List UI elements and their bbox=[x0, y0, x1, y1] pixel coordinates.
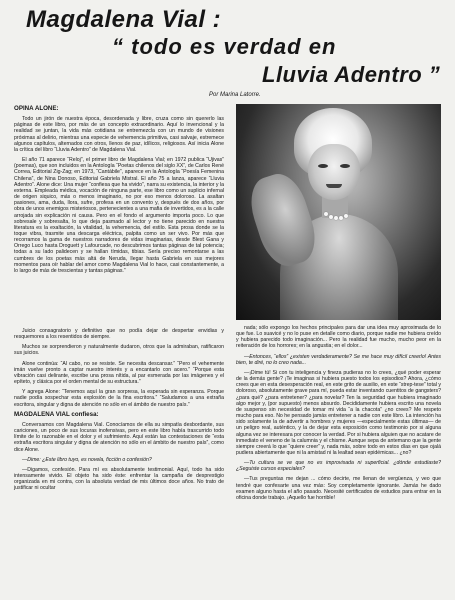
pearl bbox=[329, 215, 333, 219]
paragraph: Juicio consagratorio y definitivo que no podía dejar de despertar envidias y resquemores a los resentidos de siempre. bbox=[14, 328, 224, 341]
paragraph: Muchos se sorprendieron y naturalmente dudaron, otros que la admiraban, ratificaron sus juicios. bbox=[14, 344, 224, 357]
interview-answer: —Tus preguntas me dejan ... cómo decirte, me llenan de vergüenza, y veo que tendré que confesarte una vez más: Soy completamente ignorante. Jamás he dado examen alguno hasta el año pasado. Necesité certificados de estudios para entrar en la oficina donde trabajo. ¡Aquello fue horrible! bbox=[236, 476, 441, 501]
left-column-top bbox=[14, 104, 224, 278]
interview-question: —Tu cultura se ve que no es improvisada ni superficial. ¿dónde estudiaste? ¿Seguiste cursos especiales? bbox=[236, 460, 441, 473]
pearl bbox=[344, 214, 348, 218]
title-line-1: Magdalena Vial : bbox=[26, 6, 222, 33]
photo-eye bbox=[318, 164, 328, 168]
right-column bbox=[236, 325, 441, 505]
section-heading-vial-confiesa: MAGDALENA VIAL confiesa: bbox=[14, 410, 99, 418]
photo-face bbox=[308, 144, 360, 200]
photo-mouth bbox=[326, 184, 342, 188]
interview-question: —Entonces, “ellos” ¿existen verdaderamente? Se me hace muy difícil creerlo! Antes bien, te diré, no lo creo nada... bbox=[236, 353, 441, 366]
paragraph: Y agrega Alone: “Tenemos aquí la gran sorpresa, la esperada sin esperanza. Porque nadie podía sospechar esta explosión de la fina escritora.” “Saludamos a una extraña escritora, singular y digna de atención no sólo en el ámbito de nuestro país.” bbox=[14, 389, 224, 408]
pearl bbox=[339, 216, 343, 220]
paragraph: El año 71 aparece “Reloj”, el primer libro de Magdalena Vial; en 1972 publica “Ujivas” (poemas), que son incluidos en la Antología “Poetas chilenos del siglo XX”, de Carlos René Correa, Editorial Zig-Zag; en 1973, “Cantábile”, aparece en la Antología “Poesía Femenina Chilena”, de Nina Donoso, Editorial Gabriela Mistral. El año 75 a lanza, aparece “Lluvia Adentro”. Alone dice: Una mujer “confiesa que ha vivido”, narra su existencia, la interior y la externa. Empleada médica, vocación de ninguna parte, ese libro como un suplicio infernal de origen siquico, más o menos imaginario, no por eso menos doloroso. La asaltan pasiones, ama, duda, llora, sufre, profesa en un convento y, después de dos años, por obra de unos enemigos misteriosos, pertenecientes a una mafia de invertidos, es a la calle arrojada sin explicación ni causa. Pero en el fondo el argumento importa poco. Lo que sobresale y sobresalta, lo que deja pasmado al lector y no tiene parecido en nuestra literatura es la exaltación, la vitalidad, la vehemencia, del estilo. Esta prosa donde se la toque vibra, trasmite una descarga eléctrica, palpita como un ser vivo. Por más que recorramos la gama de nuestros narradores de vidas imaginarias, desde Blest Gana y Orrego Luco hasta Droguett y Lafourcade, no descubrimos tantas páginas de tal potencia; todas a su lado palidecen y se hallan tímidas, tibias. Sería preciso remontarse a las cumbres de los poetas más altá de Neruda, llegar hasta Gabriela en sus mejores momentos para oír hablar del amor como Magdalena Vial lo hace, casi constantemente, a lo largo de más de trescientas y tantas páginas.” bbox=[14, 157, 224, 274]
photo-eye bbox=[340, 164, 350, 168]
left-column-bottom bbox=[14, 328, 224, 495]
paragraph: Conversamos con Magdalena Vial. Conocíamos de ella su simpatía desbordante, sus cariciones, un poco de sus locuras inofensivas, pero en este libro había trascurrido todo límite de lo razonable en el dolor y el sufrimiento. Aquí están las contestaciones de “esta extraña escritora singular y digna de atención no sólo en el ámbito de nuestro país”, como dice Alone. bbox=[14, 421, 224, 453]
pearl bbox=[334, 216, 338, 220]
interview-question: —Dime: ¿Este libro tuyo, es novela, ficción o confesión? bbox=[22, 456, 152, 463]
interview-answer: —Digamos, confesión. Para mí es absolutamente testimonial. Aquí, todo ha sido intensamente vivido. El objeto ha sido éste: enfrentar la campaña de desprestigio organizada en mi contra, con la absoluta verdad de mis últimos doce años. No trato de justificar ni ocultar bbox=[14, 466, 224, 492]
portrait-photo bbox=[236, 104, 441, 320]
byline: Por Marina Latorre. bbox=[209, 92, 261, 98]
title-line-3: Lluvia Adentro ” bbox=[262, 62, 441, 87]
section-heading-opina-alone: OPINA ALONE: bbox=[14, 105, 59, 112]
paragraph: Alone continúa: “Al cabo, no se resiste. Se necesita descansar.” “Pero el vehemente imán vuelve pronto a captar nuestro interés y a encantarlo con acero.” “Porque esta vibración casi delirante, escribe una prosa nítida, al par esmerada por las imágenes y el epíteto, y clásica por el orden mental de su estructura.” bbox=[14, 360, 224, 386]
interview-answer: —¡Dime tú! Si con tu inteligencia y fineza pudieras no lo crees, ¿qué poder esperar de la demás gente? ¡Te imaginas si hubiera puesto todos los episodios? Ahora, ¿cómo crees que en esta desesperación real, en este grito de auxilio, en este “strep-tese” total y doloroso, absolutamente grave para mí, pueda estar inventando cuentitos de gangsters? ¿para qué? ¿para entretener? ¿para novelar? Ten la seguridad que hubiera imaginado algo mejor y, (por supuesto) menos absurdo. Decididamente hubiera escrito una novela de suspenso sin necesidad de tomar mi vida “a la chacota” ¿no crees? Me respeto mucho para eso. No he pensado jamás entretener a nadie con este libro. La intención ha sido solamente la de advertir a hombres y mujeres —especialmente estas últimas— de un peligro real, auténtico, y la de dejar esta exposición como testimonio por si alguna alguna vez se interesara por conocer la verdad. Por si hubiera alguien que no acatare de inmediato el veneno de la calumnia y el chisme. Aunque sepa de antemano que la gente siempre creerá lo que “quiere creer” y, nada más, sobre todo en estos días en que ojalá pudiera abiertamente que ni la amistad ni la lealtad sean epidémicas... ¿no? bbox=[236, 369, 441, 456]
interview-answer: nada; sólo expongo los hechos principales para dar una idea muy aproximada de lo que fue. Lo suavicé y no lo puse en detalle como diario, porque nadie me hubiera creído y hubiera parecido todo imaginación... Pero la realidad fue mucho, mucho peor en la reiteración de los horrores; en la angustia; en el dolor... bbox=[236, 325, 441, 350]
pearl bbox=[324, 212, 328, 216]
title-line-2: “ todo es verdad en bbox=[112, 34, 337, 59]
paragraph: Todo un jirón de nuestra época, desordenada y libre, cruza como sin quererlo las páginas de este libro, por más de un concepto extraordinario. Aquí lo invencional y la realidad se juntan, la vida más cotidiana se entremezcla con un mundo de visiones próximas al delirio, mientras una especie de vehemencia primitiva, casi salvaje, estremece algunos capítulos, alternados con otros, llenos de paz, idílicos, religiosos. Así inicia Alone la crítica del libro “Lluvia Adentro” de Magdalena Vial. bbox=[14, 116, 224, 153]
